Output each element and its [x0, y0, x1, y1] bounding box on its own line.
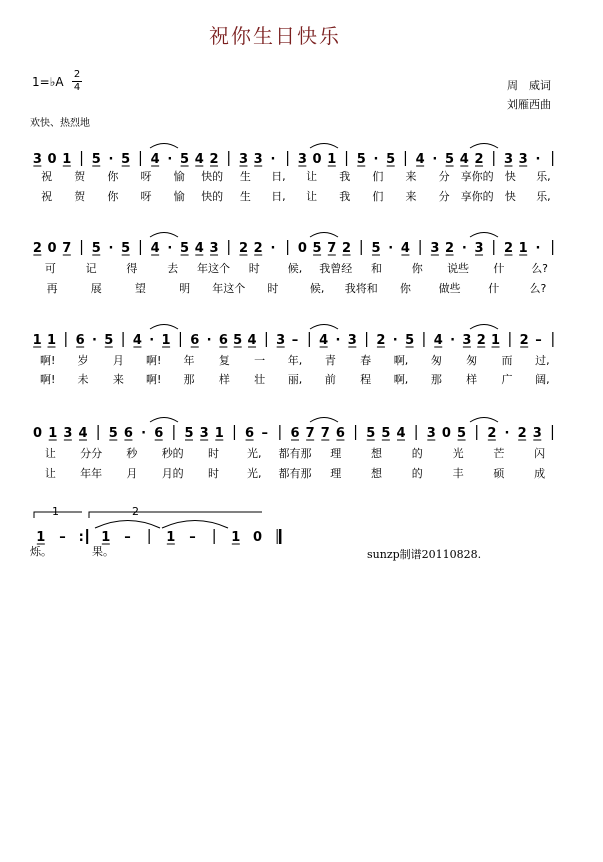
augmentation-dot: · — [91, 333, 97, 348]
note: 5 — [381, 426, 391, 441]
lyric-line-1: 青 — [324, 354, 336, 367]
note: 3 — [503, 152, 513, 167]
note: 6 — [218, 333, 228, 348]
repeat-dots: : — [78, 530, 84, 545]
lyric-line-2: 啊, — [393, 373, 409, 386]
slur — [310, 325, 338, 330]
slur — [150, 233, 178, 238]
volta-number-2: 2 — [132, 505, 139, 518]
note: 5 — [104, 333, 114, 348]
note: 6 — [190, 333, 200, 348]
volta-number-1: 1 — [52, 505, 59, 518]
lyric-line-1: 时 — [207, 447, 219, 460]
slur — [470, 325, 498, 330]
note: 3 — [518, 152, 528, 167]
note: 5 — [121, 152, 131, 167]
note: 6 — [75, 333, 85, 348]
lyric-line-1: 享你的 — [460, 170, 494, 183]
lyric-line-1: 芒 — [493, 447, 505, 460]
lyric-line-2: 理 — [330, 467, 342, 480]
lyric-line-2: 来 — [112, 373, 124, 386]
lyric-line-2: 的 — [411, 467, 423, 480]
note: 2 — [476, 333, 486, 348]
lyric-line-2: 愉 — [173, 190, 185, 203]
lyric-line-2: 时 — [267, 282, 279, 295]
lyric-line-1: 时 — [248, 262, 260, 275]
lyric-line-2: 月 — [126, 467, 138, 480]
note: 2 — [519, 333, 529, 348]
note: 3 — [276, 333, 286, 348]
note: 3 — [63, 426, 73, 441]
lyric-line-1: 年, — [287, 354, 303, 367]
dash-note: – — [261, 426, 268, 441]
lyric-line-2: 享你的 — [460, 190, 494, 203]
note: 1 — [36, 530, 46, 545]
note: 1 — [327, 152, 337, 167]
lyric-line-1: 岁 — [77, 354, 89, 367]
lyric-line-2: 什 — [488, 282, 500, 295]
augmentation-dot: · — [461, 241, 467, 256]
augmentation-dot: · — [270, 241, 276, 256]
dash-note: – — [59, 530, 66, 545]
lyric-line-2: 贺 — [74, 190, 86, 203]
lyric-line-2: 生 — [239, 190, 251, 203]
augmentation-dot: · — [141, 426, 147, 441]
lyric-line-1: 秒的 — [161, 447, 184, 460]
lyric-line-2: 年这个 — [212, 282, 246, 295]
lyric-line-1: 可 — [44, 262, 56, 275]
lyric-line-1: 记 — [85, 262, 97, 275]
note: 1 — [231, 530, 241, 545]
lyric-line-2: 都有那 — [278, 467, 312, 480]
lyric-line-2: 展 — [90, 282, 102, 295]
slur — [310, 233, 338, 238]
note: 4 — [247, 333, 257, 348]
lyric-line-2: 硕 — [493, 467, 505, 480]
lyric-line-1: 愉 — [173, 170, 185, 183]
lyric-line-1: 快的 — [201, 170, 224, 183]
lyric-line-1: 生 — [239, 170, 251, 183]
lyric-line-1: 秒 — [126, 447, 138, 460]
slur — [150, 325, 178, 330]
time-signature-bottom: 4 — [73, 82, 81, 93]
lyric-line-2: 光, — [246, 467, 262, 480]
lyric-line-1: 候, — [287, 262, 303, 275]
lyric-line-1: 的 — [411, 447, 423, 460]
lyric-line-1: 祝 — [41, 170, 53, 183]
lyric-line-2: 祝 — [41, 190, 53, 203]
note: 3 — [238, 152, 248, 167]
note: 1 — [161, 333, 171, 348]
note: 3 — [462, 333, 472, 348]
lyric-line-2: 啊! — [145, 373, 162, 386]
note: 4 — [150, 241, 160, 256]
lyric-line-1: 分 — [438, 170, 450, 183]
lyric-line-1: 啊! — [39, 354, 56, 367]
note: 7 — [305, 426, 315, 441]
key-signature: 1=♭A — [32, 75, 64, 89]
lyric-line-2: 那 — [183, 373, 195, 386]
lyric-line-1: 去 — [167, 262, 179, 275]
augmentation-dot: · — [108, 241, 114, 256]
lyric-line-2: 丽, — [287, 373, 303, 386]
note: 2 — [487, 426, 497, 441]
lyric-line-1: 啊, — [393, 354, 409, 367]
augmentation-dot: · — [373, 152, 379, 167]
lyric-line-1: 说些 — [447, 262, 470, 275]
note: 6 — [335, 426, 345, 441]
note: 6 — [154, 426, 164, 441]
lyric-line-2: 么? — [529, 282, 547, 295]
lyric-line-1: 果。 — [92, 545, 114, 558]
note: 4 — [194, 241, 204, 256]
note: 5 — [108, 426, 118, 441]
lyric-line-2: 月的 — [161, 467, 184, 480]
note: 5 — [180, 241, 190, 256]
lyricist-credit: 周 威词 — [507, 79, 551, 92]
slur — [470, 144, 498, 149]
note: 4 — [415, 152, 425, 167]
note: 4 — [459, 152, 469, 167]
lyric-line-1: 乐, — [536, 170, 551, 183]
note: 1 — [214, 426, 224, 441]
augmentation-dot: · — [335, 333, 341, 348]
lyric-line-1: 复 — [218, 354, 230, 367]
lyric-line-1: 光 — [452, 447, 464, 460]
note: 2 — [517, 426, 527, 441]
lyric-line-2: 程 — [360, 373, 372, 386]
slur — [310, 418, 338, 423]
lyric-line-1: 烁。 — [30, 545, 52, 558]
note: 7 — [327, 241, 337, 256]
lyric-line-1: 一 — [254, 354, 266, 367]
note: 4 — [132, 333, 142, 348]
lyric-line-1: 来 — [405, 170, 417, 183]
note: 1 — [46, 333, 57, 348]
lyric-line-1: 匆 — [430, 354, 442, 367]
slur — [162, 521, 228, 529]
slur — [470, 418, 498, 423]
lyric-line-1: 想 — [371, 447, 383, 460]
lyric-line-2: 们 — [372, 190, 384, 203]
lyric-line-1: 得 — [126, 262, 138, 275]
lyric-line-2: 我 — [339, 190, 351, 203]
lyric-line-1: 理 — [330, 447, 342, 460]
note: 1 — [32, 333, 42, 348]
lyric-line-1: 让 — [44, 447, 56, 460]
note: 2 — [32, 241, 42, 256]
note: 5 — [180, 152, 190, 167]
lyric-line-1: 我曾经 — [319, 262, 353, 275]
note: 3 — [426, 426, 436, 441]
note: 3 — [474, 241, 484, 256]
slur — [150, 144, 178, 149]
note: 0 — [47, 241, 57, 256]
time-signature-top: 2 — [73, 69, 81, 80]
note: 0 — [33, 426, 43, 441]
dash-note: – — [291, 333, 299, 348]
note: 5 — [386, 152, 396, 167]
note: 6 — [123, 426, 133, 441]
lyric-line-1: 日, — [271, 170, 286, 183]
note: 5 — [405, 333, 415, 348]
note: 3 — [209, 241, 219, 256]
augmentation-dot: · — [535, 152, 541, 167]
lyric-line-2: 你 — [107, 190, 119, 203]
note: 2 — [342, 241, 352, 256]
lyric-line-1: 月 — [112, 354, 124, 367]
lyric-line-2: 壮 — [254, 373, 266, 386]
lyric-line-2: 阔, — [535, 373, 550, 386]
note: 5 — [233, 333, 243, 348]
lyric-line-2: 未 — [77, 373, 89, 386]
note: 3 — [430, 241, 440, 256]
note: 4 — [396, 426, 406, 441]
note: 1 — [48, 426, 58, 441]
lyric-line-2: 样 — [218, 373, 230, 386]
note: 2 — [503, 241, 513, 256]
lyric-line-1: 让 — [306, 170, 318, 183]
lyric-line-2: 分 — [438, 190, 450, 203]
lyric-line-2: 丰 — [452, 467, 464, 480]
note: 0 — [252, 530, 263, 545]
lyric-line-2: 让 — [44, 467, 56, 480]
lyric-line-2: 广 — [501, 373, 513, 386]
lyric-line-2: 时 — [207, 467, 219, 480]
note: 4 — [78, 426, 88, 441]
note: 5 — [121, 241, 131, 256]
note: 0 — [312, 152, 322, 167]
note: 1 — [491, 333, 501, 348]
note: 2 — [209, 152, 219, 167]
note: 7 — [320, 426, 330, 441]
lyric-line-1: 年这个 — [196, 262, 230, 275]
lyric-line-1: 和 — [371, 262, 383, 275]
augmentation-dot: · — [206, 333, 212, 348]
augmentation-dot: · — [432, 152, 438, 167]
lyric-line-1: 闪 — [534, 447, 546, 460]
note: 2 — [253, 241, 263, 256]
dash-note: – — [189, 530, 196, 545]
transcriber-signature: sunzp制谱20110828. — [367, 548, 482, 561]
dash-note: – — [535, 333, 542, 348]
lyric-line-1: 你 — [107, 170, 119, 183]
lyric-line-1: 过, — [535, 354, 550, 367]
lyric-line-1: 而 — [501, 354, 513, 367]
lyric-line-2: 呀 — [140, 190, 152, 203]
augmentation-dot: · — [450, 333, 456, 348]
lyric-line-1: 春 — [360, 354, 372, 367]
note: 3 — [297, 152, 307, 167]
note: 5 — [91, 152, 101, 167]
lyric-line-1: 我 — [339, 170, 351, 183]
lyric-line-2: 望 — [134, 282, 146, 295]
note: 2 — [376, 333, 386, 348]
dash-note: – — [124, 530, 131, 545]
note: 5 — [356, 152, 366, 167]
tempo-marking: 欢快、热烈地 — [30, 118, 90, 129]
lyric-line-2: 日, — [271, 190, 286, 203]
lyric-line-2: 想 — [371, 467, 383, 480]
note: 5 — [366, 426, 376, 441]
note: 3 — [253, 152, 263, 167]
note: 4 — [433, 333, 443, 348]
lyric-line-1: 你 — [411, 262, 423, 275]
note: 3 — [532, 426, 542, 441]
note: 5 — [457, 426, 467, 441]
slur — [150, 418, 178, 423]
note: 5 — [371, 241, 381, 256]
note: 2 — [238, 241, 248, 256]
note: 5 — [312, 241, 322, 256]
note: 0 — [47, 152, 57, 167]
lyric-line-2: 年年 — [80, 467, 103, 480]
augmentation-dot: · — [504, 426, 510, 441]
lyric-line-1: 们 — [372, 170, 384, 183]
lyric-line-2: 候, — [309, 282, 325, 295]
lyric-line-2: 乐, — [536, 190, 551, 203]
note: 5 — [445, 152, 455, 167]
note: 1 — [518, 241, 528, 256]
note: 4 — [319, 333, 329, 348]
note: 1 — [166, 530, 176, 545]
note: 6 — [245, 426, 255, 441]
augmentation-dot: · — [270, 152, 276, 167]
note: 1 — [101, 530, 111, 545]
note: 0 — [441, 426, 451, 441]
note: 7 — [62, 241, 72, 256]
lyric-line-1: 年 — [183, 354, 195, 367]
lyric-line-1: 光, — [246, 447, 262, 460]
note: 3 — [347, 333, 357, 348]
slur — [310, 144, 338, 149]
augmentation-dot: · — [108, 152, 114, 167]
composer-credit: 刘雁西曲 — [507, 98, 551, 111]
note: 3 — [199, 426, 209, 441]
lyric-line-2: 让 — [306, 190, 318, 203]
lyric-line-1: 都有那 — [278, 447, 312, 460]
volta-bracket-2 — [89, 512, 262, 518]
lyric-line-2: 再 — [46, 282, 58, 295]
note: 4 — [400, 241, 410, 256]
lyric-line-1: 什 — [493, 262, 505, 275]
song-title: 祝你生日快乐 — [209, 24, 341, 48]
lyric-line-2: 明 — [179, 282, 191, 295]
note: 5 — [91, 241, 101, 256]
lyric-line-1: 贺 — [74, 170, 86, 183]
augmentation-dot: · — [392, 333, 398, 348]
lyric-line-2: 快的 — [201, 190, 224, 203]
lyric-line-1: 匆 — [466, 354, 478, 367]
lyric-line-1: 分分 — [80, 447, 103, 460]
lyric-line-2: 前 — [324, 373, 336, 386]
augmentation-dot: · — [535, 241, 541, 256]
note: 3 — [32, 152, 42, 167]
lyric-line-1: 么? — [531, 262, 549, 275]
lyric-line-1: 啊! — [145, 354, 162, 367]
lyric-line-1: 呀 — [140, 170, 152, 183]
note: 4 — [150, 152, 160, 167]
lyric-line-2: 我将和 — [344, 282, 378, 295]
lyric-line-1: 快 — [504, 170, 516, 183]
slur — [95, 521, 160, 529]
augmentation-dot: · — [149, 333, 155, 348]
lyric-line-2: 快 — [504, 190, 516, 203]
lyric-line-2: 来 — [405, 190, 417, 203]
note: 6 — [290, 426, 300, 441]
augmentation-dot: · — [388, 241, 394, 256]
lyric-line-2: 啊! — [39, 373, 56, 386]
lyric-line-2: 成 — [534, 467, 546, 480]
lyric-line-2: 样 — [466, 373, 478, 386]
note: 5 — [184, 426, 194, 441]
note: 0 — [297, 241, 307, 256]
lyric-line-2: 做些 — [438, 282, 461, 295]
note: 2 — [474, 152, 484, 167]
lyric-line-2: 那 — [430, 373, 442, 386]
lyric-line-2: 你 — [399, 282, 411, 295]
augmentation-dot: · — [167, 152, 173, 167]
slur — [470, 233, 498, 238]
note: 1 — [62, 152, 72, 167]
note: 2 — [445, 241, 455, 256]
note: 4 — [194, 152, 204, 167]
augmentation-dot: · — [167, 241, 173, 256]
